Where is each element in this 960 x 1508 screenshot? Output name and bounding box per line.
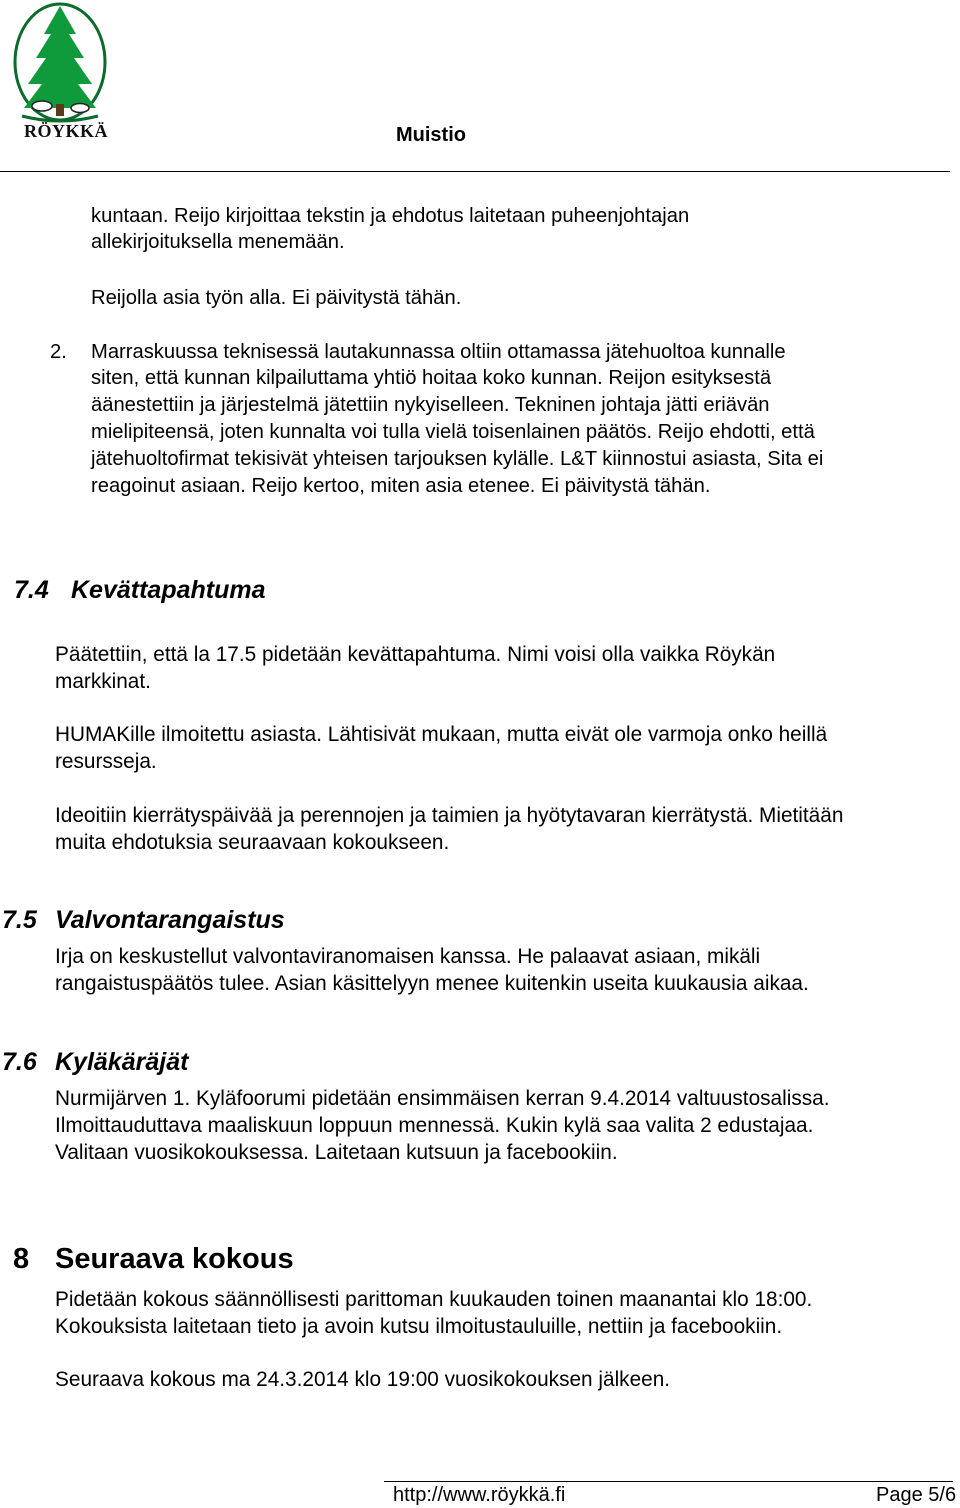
- footer-page-number: Page 5/6: [876, 1484, 957, 1506]
- paragraph-line: Pidetään kokous säännöllisesti parittoman kuukauden toinen maanantai klo 18:00.: [55, 1288, 813, 1311]
- paragraph-line: HUMAKille ilmoitettu asiasta. Lähtisivät mukaan, mutta eivät ole varmoja onko heillä: [55, 723, 828, 746]
- section-heading: Seuraava kokous: [55, 1243, 294, 1275]
- paragraph-line: allekirjoituksella menemään.: [91, 231, 345, 253]
- paragraph-line: muita ehdotuksia seuraavaan kokoukseen.: [55, 831, 450, 854]
- paragraph-line: Ideoitiin kierrätyspäivää ja perennojen ja taimien ja hyötytavaran kierrätystä. Mietitään: [55, 804, 844, 827]
- footer-url-link[interactable]: http://www.röykkä.fi: [393, 1484, 566, 1506]
- paragraph-line: Valitaan vuosikokouksessa. Laitetaan kutsuun ja facebookiin.: [55, 1141, 618, 1164]
- section-number: 8: [13, 1243, 30, 1275]
- list-item-line: siten, että kunnan kilpailuttama yhtiö hoitaa koko kunnan. Reijon esityksestä: [91, 367, 772, 389]
- list-item-line: äänestettiin ja järjestelmä jätettiin nykyiselleen. Tekninen johtaja jätti eriävän: [91, 394, 770, 416]
- header-divider: [0, 171, 950, 172]
- list-item-line: Marraskuussa teknisessä lautakunnassa oltiin ottamassa jätehuoltoa kunnalle: [91, 341, 786, 363]
- royka-logo: [4, 0, 116, 145]
- header-title: Muistio: [396, 124, 466, 146]
- logo-wordmark: RÖYKKÄ: [24, 121, 108, 141]
- paragraph-line: markkinat.: [55, 670, 151, 693]
- paragraph-line: Irja on keskustellut valvontaviranomaisen kanssa. He palaavat asiaan, mikäli: [55, 945, 761, 968]
- paragraph-line: Ilmoittauduttava maaliskuun loppuun mennessä. Kukin kylä saa valita 2 edustajaa.: [55, 1114, 814, 1137]
- list-item-number: 2.: [50, 341, 67, 363]
- footer-divider: [384, 1481, 953, 1482]
- list-item-line: mielipiteensä, joten kunnalta voi tulla vielä toisenlainen päätös. Reijo ehdotti, että: [91, 421, 815, 443]
- paragraph-line: Nurmijärven 1. Kyläfoorumi pidetään ensimmäisen kerran 9.4.2014 valtuustosalissa.: [55, 1087, 830, 1110]
- section-number: 7.6: [2, 1048, 37, 1076]
- list-item-line: jätehuoltofirmat tekisivät yhteisen tarjouksen kylälle. L&T kiinnostui asiasta, Sita ei: [91, 448, 824, 470]
- tree-logo-icon: [4, 0, 116, 125]
- paragraph-line: rangaistuspäätös tulee. Asian käsittelyyn menee kuitenkin useita kuukausia aikaa.: [55, 972, 809, 995]
- paragraph-line: Kokouksista laitetaan tieto ja avoin kutsu ilmoitustauluille, nettiin ja facebookiin.: [55, 1315, 783, 1338]
- section-heading: Kyläkäräjät: [55, 1048, 189, 1076]
- section-heading: Kevättapahtuma: [71, 576, 266, 604]
- paragraph-line: Päätettiin, että la 17.5 pidetään kevättapahtuma. Nimi voisi olla vaikka Röykän: [55, 643, 776, 666]
- paragraph-line: resursseja.: [55, 750, 157, 773]
- list-item-line: reagoinut asiaan. Reijo kertoo, miten asia etenee. Ei päivitystä tähän.: [91, 475, 711, 497]
- section-heading: Valvontarangaistus: [55, 906, 285, 934]
- section-number: 7.4: [14, 576, 49, 604]
- paragraph-line: Reijolla asia työn alla. Ei päivitystä tähän.: [91, 287, 462, 309]
- paragraph-line: kuntaan. Reijo kirjoittaa tekstin ja ehdotus laitetaan puheenjohtajan: [91, 205, 690, 227]
- section-number: 7.5: [2, 906, 37, 934]
- paragraph-line: Seuraava kokous ma 24.3.2014 klo 19:00 vuosikokouksen jälkeen.: [55, 1368, 671, 1391]
